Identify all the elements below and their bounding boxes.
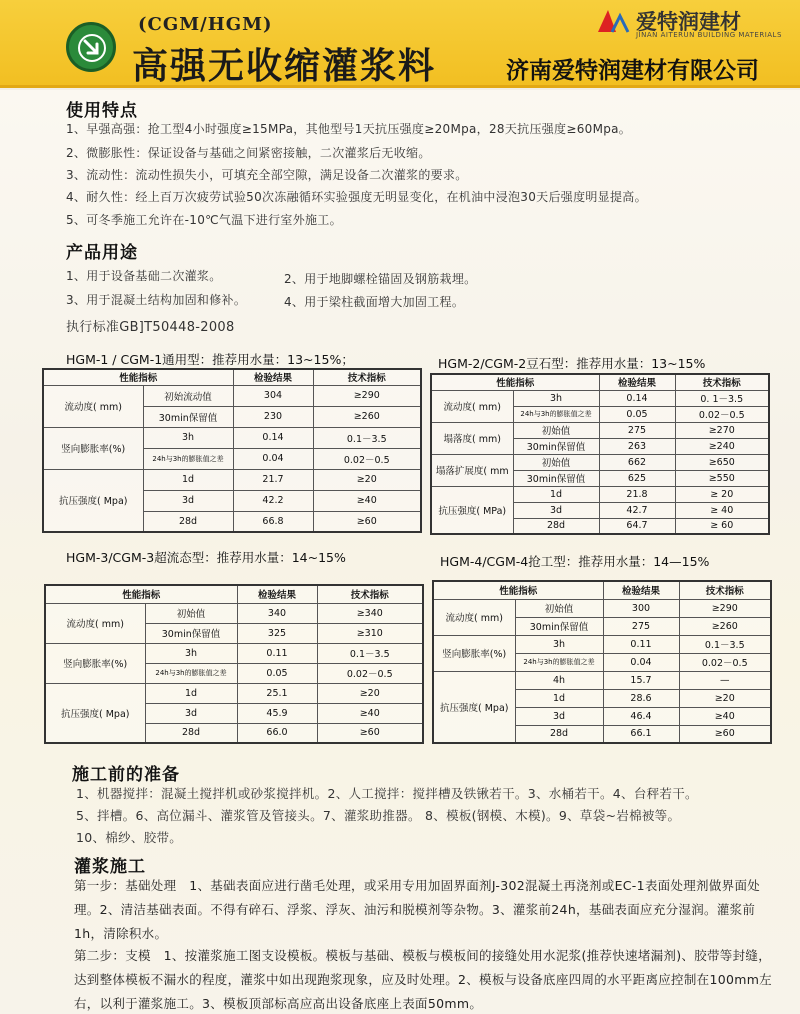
table-row <box>433 671 771 689</box>
table-cell: 1d <box>143 469 233 490</box>
table-cell: 3d <box>143 490 233 511</box>
table-cell: 3h <box>143 427 233 448</box>
table-cell: 竖向膨胀率(%) <box>45 643 145 683</box>
table-row <box>431 390 769 406</box>
table-hgm4-title: HGM-4/CGM-4抢工型：推荐用水量：14—15% <box>440 554 710 569</box>
feature-item: 1、早强高强：抢工型4小时强度≥15MPa，其他型号1天抗压强度≥20Mpa，28天抗压强度≥60Mpa。 <box>66 122 632 136</box>
table-cell: ≥ 20 <box>675 486 769 502</box>
table-cell: 流动度( mm) <box>45 603 145 643</box>
table-cell: ≥40 <box>313 490 421 511</box>
table-cell: 28d <box>143 511 233 532</box>
product-title: 高强无收缩灌浆料 <box>132 46 437 87</box>
table-row <box>433 635 771 653</box>
standard-text: 执行标准GB]T50448-2008 <box>66 320 235 335</box>
table-cell: 21.8 <box>599 486 675 502</box>
table-cell: ≥ 60 <box>675 518 769 534</box>
arrow-down-right-icon <box>66 22 116 72</box>
table-cell: 0. 1－3.5 <box>675 390 769 406</box>
use-item: 2、用于地脚螺栓锚固及钢筋栽埋。 <box>284 272 477 286</box>
table-cell: 4h <box>515 671 603 689</box>
table-cell: 0.1－3.5 <box>313 427 421 448</box>
table-cell: ≥260 <box>679 617 771 635</box>
table-cell: 263 <box>599 438 675 454</box>
table-cell: 0.02－0.5 <box>317 663 423 683</box>
header-banner <box>0 0 800 88</box>
table-cell: 流动度( mm) <box>431 390 513 422</box>
table-cell: ≥ 40 <box>675 502 769 518</box>
table-row <box>431 422 769 438</box>
table-cell: 625 <box>599 470 675 486</box>
header-cell: 技术指标 <box>317 585 423 603</box>
table-cell: 30min保留值 <box>145 623 237 643</box>
header-cell: 检验结果 <box>603 581 679 599</box>
table-cell: 初始流动值 <box>143 385 233 406</box>
table-row <box>45 683 423 703</box>
table-cell: 初始值 <box>513 454 599 470</box>
header-cell: 性能指标 <box>431 374 599 390</box>
preparation-line: 1、机器搅拌：混凝土搅拌机或砂浆搅拌机。2、人工搅拌：搅拌槽及铁锹若干。3、水桶若干。4、台秤若干。 <box>76 786 698 801</box>
table-cell: 0.04 <box>603 653 679 671</box>
table-cell: 340 <box>237 603 317 623</box>
table-cell: 30min保留值 <box>513 438 599 454</box>
table-cell: 0.02－0.5 <box>675 406 769 422</box>
table-cell: 28.6 <box>603 689 679 707</box>
use-item: 1、用于设备基础二次灌浆。 <box>66 269 222 283</box>
table-cell: 流动度( mm) <box>43 385 143 427</box>
table-cell: — <box>679 671 771 689</box>
table-cell: 初始值 <box>145 603 237 623</box>
table-cell: 塌落扩展度( mm <box>431 454 513 486</box>
table-cell: 21.7 <box>233 469 313 490</box>
table-cell: 抗压强度( MPa) <box>431 486 513 534</box>
table-cell: 0.04 <box>233 448 313 469</box>
table-cell: 0.02－0.5 <box>679 653 771 671</box>
table-cell: 0.14 <box>599 390 675 406</box>
table-cell: 抗压强度( Mpa) <box>45 683 145 743</box>
preparation-line: 10、棉纱、胶带。 <box>76 830 183 845</box>
table-cell: ≥310 <box>317 623 423 643</box>
table-cell: 46.4 <box>603 707 679 725</box>
table-cell: ≥20 <box>679 689 771 707</box>
table-cell: 30min保留值 <box>515 617 603 635</box>
header-cell: 性能指标 <box>45 585 237 603</box>
product-code: (CGM/HGM) <box>138 14 273 35</box>
table-row <box>45 603 423 623</box>
table-cell: 3h <box>513 390 599 406</box>
table-cell: ≥40 <box>679 707 771 725</box>
table-cell: 66.0 <box>237 723 317 743</box>
feature-item: 5、可冬季施工允许在-10℃气温下进行室外施工。 <box>66 213 342 227</box>
table-cell: 3d <box>513 502 599 518</box>
table-cell: 28d <box>145 723 237 743</box>
table-cell: 230 <box>233 406 313 427</box>
table-cell: ≥20 <box>313 469 421 490</box>
company-name: 济南爱特润建材有限公司 <box>506 57 759 84</box>
grouting-step1: 第一步：基础处理 1、基础表面应进行凿毛处理，或采用专用加固界面剂J-302混凝土再浇剂或EC-1表面处理剂做界面处理。2、清洁基础表面。不得有碎石、浮浆、浮灰、油污和脱模剂等杂物。3、灌浆前24h，基础表面应充分湿润。灌浆前1h，清除积水。 <box>74 878 761 941</box>
table-cell: 42.2 <box>233 490 313 511</box>
table-cell: 竖向膨胀率(%) <box>433 635 515 671</box>
table-cell: 28d <box>515 725 603 743</box>
table-cell: 1d <box>513 486 599 502</box>
table-cell: 42.7 <box>599 502 675 518</box>
table-cell: 25.1 <box>237 683 317 703</box>
header-cell: 检验结果 <box>237 585 317 603</box>
table-cell: 24h与3h的膨胀值之差 <box>145 663 237 683</box>
brand-name: 爱特润建材 <box>636 10 741 34</box>
table-row <box>43 385 421 406</box>
feature-item: 4、耐久性：经上百万次疲劳试验50次冻融循环实验强度无明显变化，在机油中浸泡30天后强度明显提高。 <box>66 190 647 204</box>
table-cell: ≥290 <box>679 599 771 617</box>
table-cell: 64.7 <box>599 518 675 534</box>
header-cell: 检验结果 <box>233 369 313 385</box>
header-cell: 技术指标 <box>679 581 771 599</box>
table-hgm2 <box>430 373 770 535</box>
table-hgm4 <box>432 580 772 744</box>
table-cell: 0.14 <box>233 427 313 448</box>
table-cell: 24h与3h的膨胀值之差 <box>143 448 233 469</box>
table-cell: 0.11 <box>603 635 679 653</box>
table-hgm1 <box>42 368 422 533</box>
table-cell: 0.1－3.5 <box>679 635 771 653</box>
table-cell: 662 <box>599 454 675 470</box>
grouting-step2: 第二步：支模 1、按灌浆施工图支设模板。模板与基础、模板与模板间的接缝处用水泥浆(推荐快速堵漏剂)、胶带等封缝，达到整体模板不漏水的程度，灌浆中如出现跑浆现象，应及时处理。2、模板与设备底座四周的水平距离应控制在100mm左右，以利于灌浆施工。3、模板顶部标高应高出设备底座上表面50mm。 <box>74 948 772 1011</box>
table-cell: ≥240 <box>675 438 769 454</box>
use-item: 4、用于梁柱截面增大加固工程。 <box>284 295 465 309</box>
table-cell: 0.05 <box>599 406 675 422</box>
table-cell: 抗压强度( Mpa) <box>43 469 143 532</box>
table-cell: 1d <box>145 683 237 703</box>
table-cell: ≥60 <box>313 511 421 532</box>
table-cell: 325 <box>237 623 317 643</box>
table-cell: 塌落度( mm) <box>431 422 513 454</box>
table-cell: ≥270 <box>675 422 769 438</box>
preparation-line: 5、拌槽。6、高位漏斗、灌浆管及管接头。7、灌浆助推器。 8、模板(钢模、木模)。9、草袋~岩棉被等。 <box>76 808 681 823</box>
table-cell: 3h <box>515 635 603 653</box>
table-hgm2-title: HGM-2/CGM-2豆石型：推荐用水量：13~15% <box>438 356 706 371</box>
table-cell: 3d <box>515 707 603 725</box>
header-cell: 性能指标 <box>433 581 603 599</box>
table-cell: 24h与3h的膨胀值之差 <box>515 653 603 671</box>
table-cell: 24h与3h的膨胀值之差 <box>513 406 599 422</box>
table-hgm3 <box>44 584 424 744</box>
table-cell: 初始值 <box>513 422 599 438</box>
table-cell: 30min保留值 <box>143 406 233 427</box>
table-row <box>43 427 421 448</box>
table-cell: 3h <box>145 643 237 663</box>
table-cell: 45.9 <box>237 703 317 723</box>
table-cell: 30min保留值 <box>513 470 599 486</box>
table-row <box>45 643 423 663</box>
table-cell: ≥60 <box>679 725 771 743</box>
table-cell: 275 <box>599 422 675 438</box>
table-cell: 流动度( mm) <box>433 599 515 635</box>
table-cell: 0.1－3.5 <box>317 643 423 663</box>
table-cell: ≥550 <box>675 470 769 486</box>
table-cell: 66.8 <box>233 511 313 532</box>
ar-logo-icon <box>596 6 630 36</box>
preparation-heading: 施工前的准备 <box>72 765 180 785</box>
header-cell: 技术指标 <box>675 374 769 390</box>
table-cell: ≥60 <box>317 723 423 743</box>
table-cell: 0.02－0.5 <box>313 448 421 469</box>
table-row <box>433 599 771 617</box>
brand-english: JINAN AITERUN BUILDING MATERIALS <box>636 31 782 39</box>
table-cell: 28d <box>513 518 599 534</box>
header-cell: 性能指标 <box>43 369 233 385</box>
table-row <box>43 469 421 490</box>
table-hgm1-title: HGM-1 / CGM-1通用型：推荐用水量：13~15%； <box>66 352 354 367</box>
feature-item: 2、微膨胀性：保证设备与基础之间紧密接触，二次灌浆后无收缩。 <box>66 146 431 160</box>
table-cell: 1d <box>515 689 603 707</box>
table-cell: ≥290 <box>313 385 421 406</box>
table-cell: 275 <box>603 617 679 635</box>
table-cell: 0.11 <box>237 643 317 663</box>
table-cell: 300 <box>603 599 679 617</box>
header-cell: 技术指标 <box>313 369 421 385</box>
table-cell: 初始值 <box>515 599 603 617</box>
table-cell: 抗压强度( Mpa) <box>433 671 515 743</box>
table-hgm3-title: HGM-3/CGM-3超流态型：推荐用水量：14~15% <box>66 550 346 565</box>
table-cell: 0.05 <box>237 663 317 683</box>
table-cell: ≥340 <box>317 603 423 623</box>
table-row <box>431 454 769 470</box>
use-item: 3、用于混凝土结构加固和修补。 <box>66 293 247 307</box>
table-cell: 竖向膨胀率(%) <box>43 427 143 469</box>
features-heading: 使用特点 <box>66 101 138 121</box>
table-cell: 3d <box>145 703 237 723</box>
feature-item: 3、流动性：流动性损失小，可填充全部空隙，满足设备二次灌浆的要求。 <box>66 168 468 182</box>
uses-heading: 产品用途 <box>66 243 138 263</box>
table-cell: 66.1 <box>603 725 679 743</box>
table-row <box>431 486 769 502</box>
table-cell: 15.7 <box>603 671 679 689</box>
grouting-heading: 灌浆施工 <box>74 857 146 877</box>
table-cell: ≥20 <box>317 683 423 703</box>
table-cell: ≥260 <box>313 406 421 427</box>
table-cell: 304 <box>233 385 313 406</box>
table-cell: ≥40 <box>317 703 423 723</box>
table-cell: ≥650 <box>675 454 769 470</box>
header-cell: 检验结果 <box>599 374 675 390</box>
